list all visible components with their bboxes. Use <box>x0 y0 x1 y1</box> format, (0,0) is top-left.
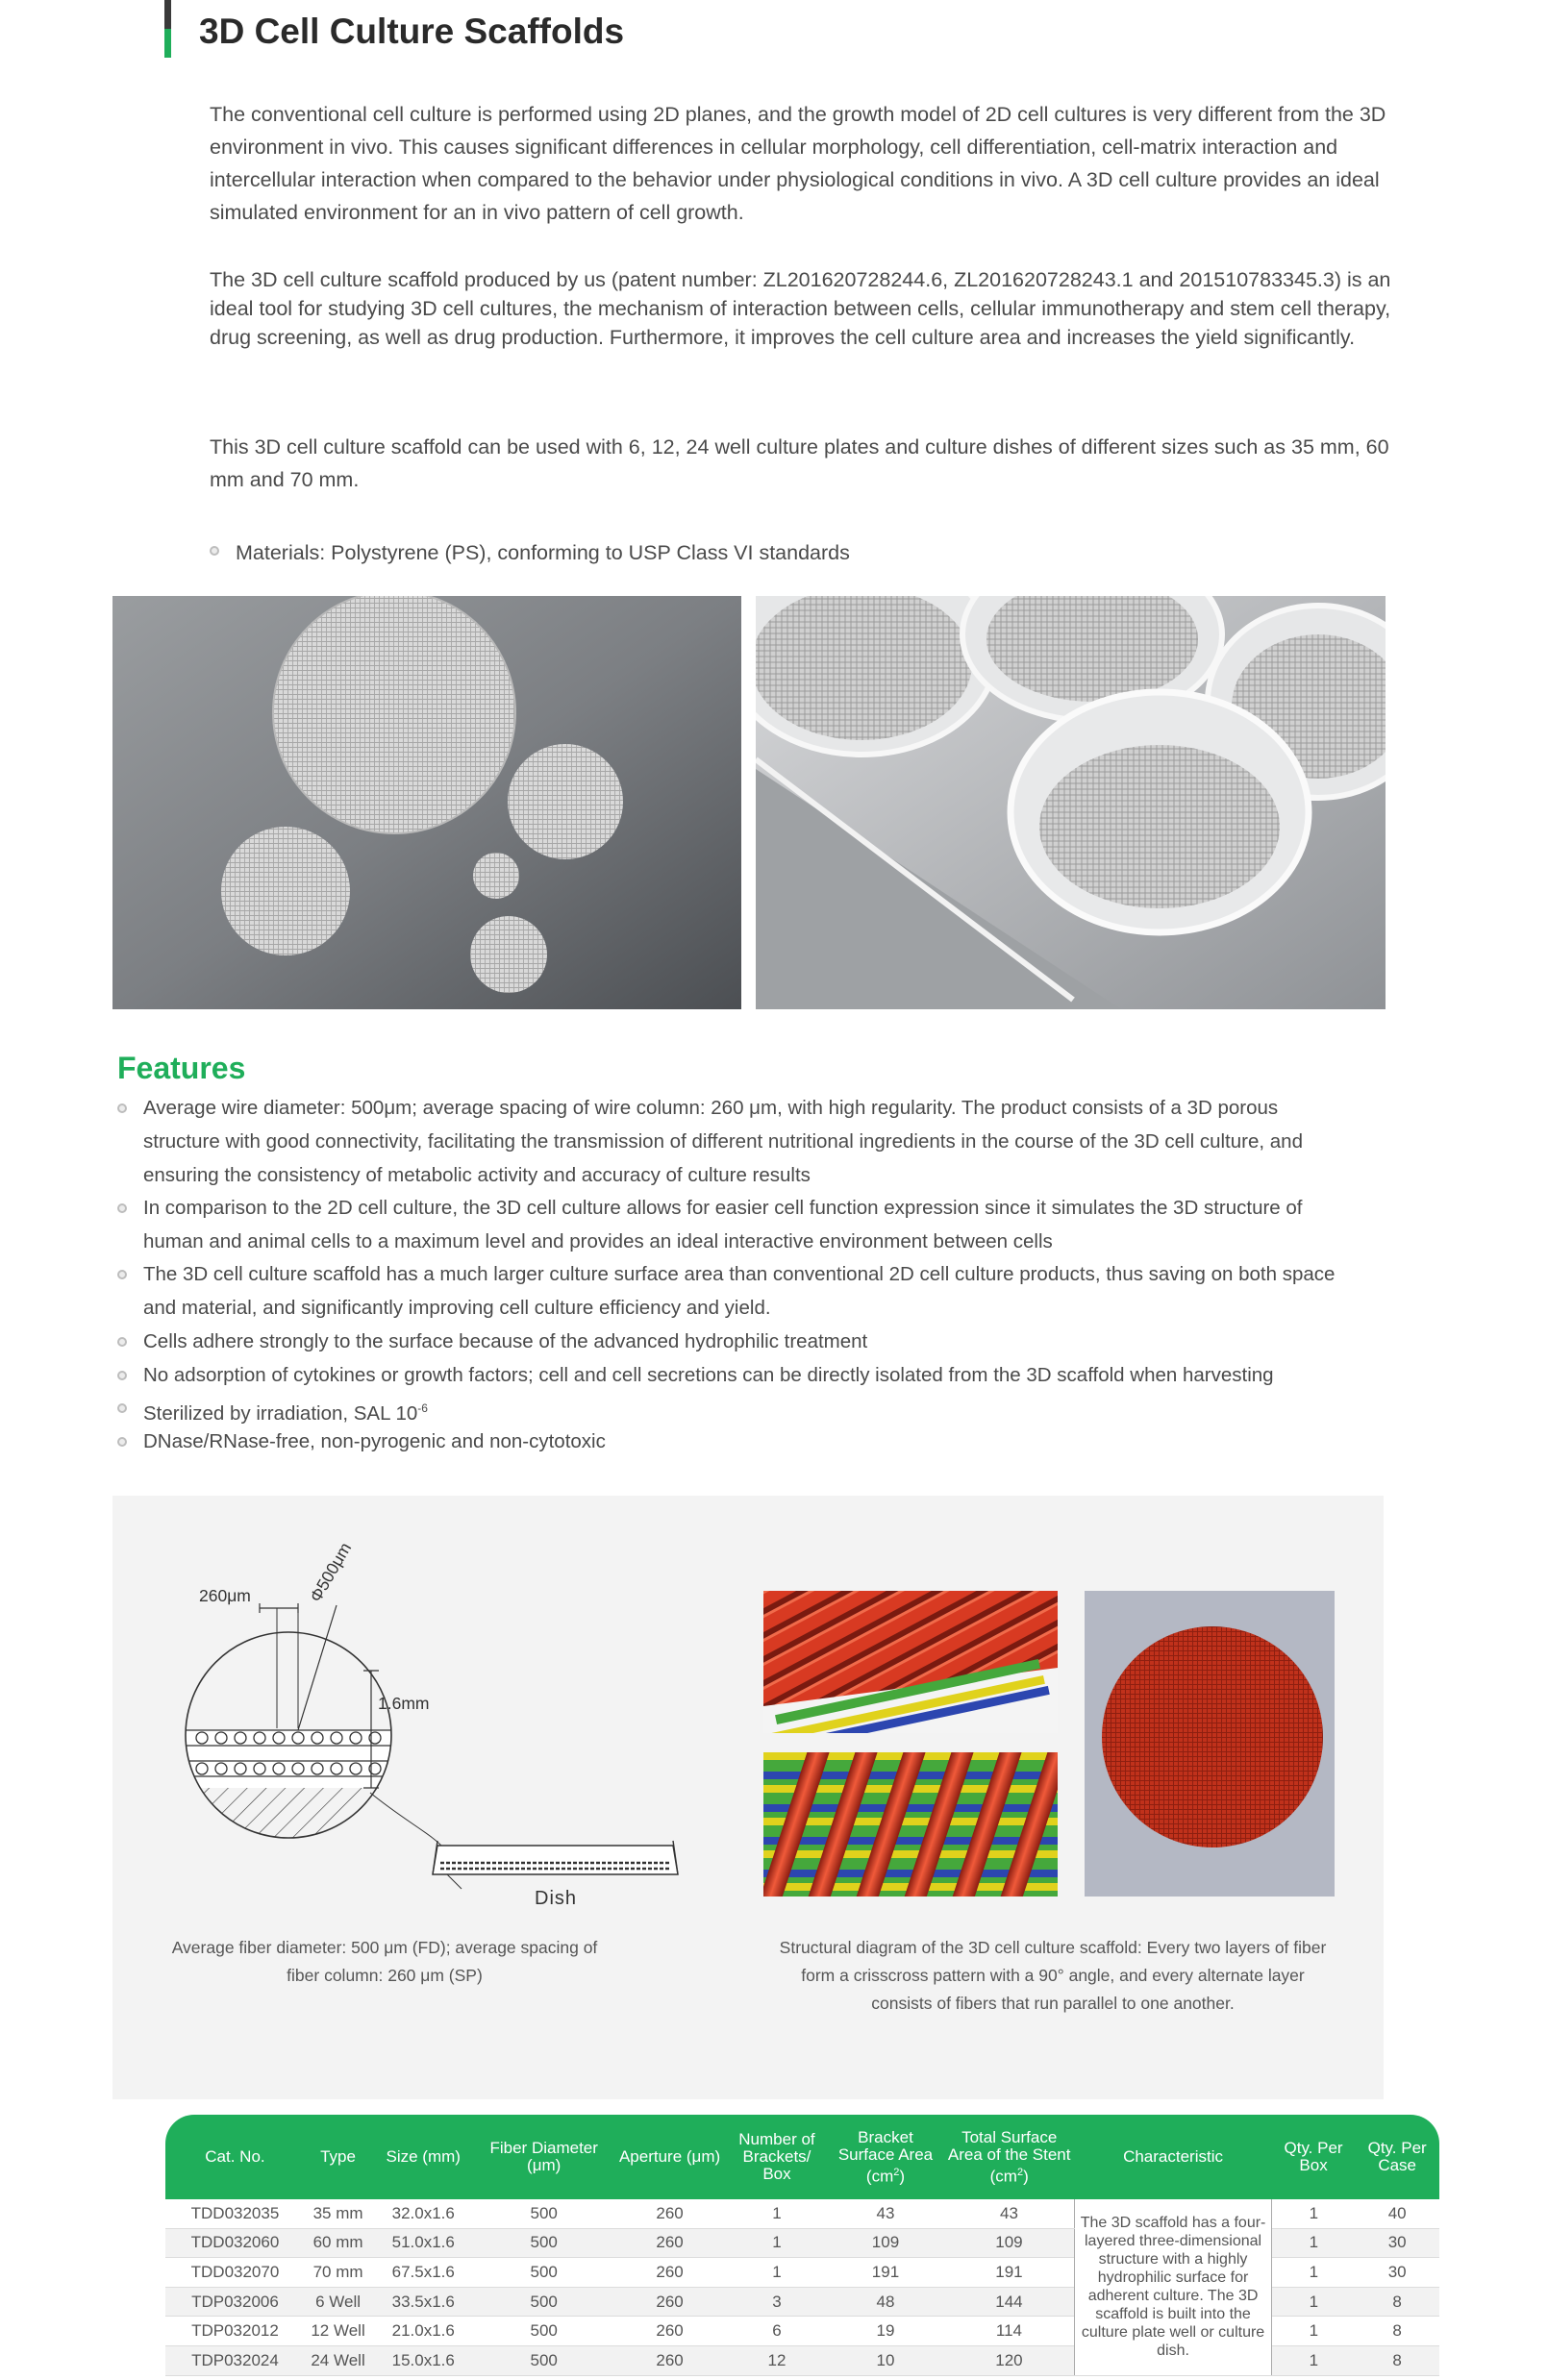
cell-aperture: 260 <box>612 2199 727 2228</box>
cell-bracket-area: 109 <box>827 2228 944 2258</box>
cell-size: 15.0x1.6 <box>371 2345 475 2375</box>
fiber-structure-render-bottom <box>763 1752 1058 1897</box>
cell-size: 33.5x1.6 <box>371 2287 475 2317</box>
feature-item: No adsorption of cytokines or growth factors; cell and cell secretions can be directly isolated from the 3D scaffold when harvesting <box>143 1364 1274 1386</box>
sq-superscript: 2 <box>1016 2166 1024 2178</box>
bullet-icon <box>117 1270 127 1279</box>
cell-total-area: 120 <box>944 2345 1074 2375</box>
spacing-label: 260μm <box>199 1586 251 1605</box>
bullet-icon <box>117 1403 127 1413</box>
intro-paragraph-3: This 3D cell culture scaffold can be used with 6, 12, 24 well culture plates and culture dishes of different sizes such as 35 mm, 60 mm and 70 mm. <box>210 435 1389 491</box>
cell-aperture: 260 <box>612 2287 727 2317</box>
table-header-row <box>165 2115 1439 2199</box>
cell-brackets: 3 <box>727 2287 827 2317</box>
col-header-total-area <box>944 2115 1074 2199</box>
cell-fiber: 500 <box>475 2345 612 2375</box>
height-label: 1.6mm <box>378 1694 430 1713</box>
scaffold-discs-photo <box>112 596 741 1009</box>
cell-brackets: 12 <box>727 2345 827 2375</box>
cell-aperture: 260 <box>612 2228 727 2258</box>
dish-label: Dish <box>535 1888 578 1909</box>
cell-cat-no: TDP032006 <box>165 2287 305 2317</box>
cell-qty-box: 1 <box>1272 2345 1356 2375</box>
cell-cat-no: TDD032070 <box>165 2258 305 2288</box>
feature-item: Average wire diameter: 500μm; average spacing of wire column: 260 μm, with high regularity. The product consists of a 3D porous structure with good connectivity, facilitating the transmission of different nutritional ingredients in the course of the 3D cell culture, and ensuring the consistency of metabolic activity and accuracy of culture results <box>143 1097 1303 1186</box>
cell-qty-case: 8 <box>1355 2345 1439 2375</box>
sterilized-text: Sterilized by irradiation, SAL 10 <box>143 1401 418 1425</box>
cell-total-area: 43 <box>944 2199 1074 2228</box>
cell-aperture: 260 <box>612 2345 727 2375</box>
col-header-fiber-diameter: Fiber Diameter (μm) <box>475 2115 612 2199</box>
cell-brackets: 1 <box>727 2199 827 2228</box>
paren-close: ) <box>1023 2167 1029 2186</box>
diameter-label: Φ500μm <box>306 1539 356 1605</box>
cell-cat-no: TDD032060 <box>165 2228 305 2258</box>
materials-text: Materials: Polystyrene (PS), conforming to USP Class VI standards <box>236 541 850 564</box>
cell-aperture: 260 <box>612 2258 727 2288</box>
feature-item: DNase/RNase-free, non-pyrogenic and non-cytotoxic <box>143 1430 606 1452</box>
cell-size: 21.0x1.6 <box>371 2317 475 2346</box>
col-header-bracket-area <box>827 2115 944 2199</box>
cell-qty-case: 8 <box>1355 2317 1439 2346</box>
cell-qty-box: 1 <box>1272 2287 1356 2317</box>
col-header-brackets: Number of Brackets/ Box <box>727 2115 827 2199</box>
col-header-qty-box: Qty. Per Box <box>1272 2115 1356 2199</box>
features-heading: Features <box>117 1051 246 1085</box>
cell-bracket-area: 19 <box>827 2317 944 2346</box>
intro-paragraph-2: The 3D cell culture scaffold produced by us (patent number: ZL201620728244.6, ZL201620728243.1 and 201510783345.3) is an ideal tool for studying 3D cell cultures, the mechanism of interaction between cells, cellular immunotherapy and stem cell therapy, drug screening, as well as drug production. Furthermore, it improves the cell culture area and increases the yield significantly. <box>210 268 1391 349</box>
table-row <box>165 2199 1439 2228</box>
cell-qty-box: 1 <box>1272 2258 1356 2288</box>
col-header-characteristic: Characteristic <box>1074 2115 1272 2199</box>
bullet-icon <box>117 1437 127 1447</box>
cell-fiber: 500 <box>475 2287 612 2317</box>
cell-total-area: 109 <box>944 2228 1074 2258</box>
fiber-structure-render-top <box>763 1591 1058 1733</box>
cell-brackets: 1 <box>727 2228 827 2258</box>
cell-qty-case: 30 <box>1355 2228 1439 2258</box>
total-area-text: Total Surface Area of the Stent (cm <box>947 2127 1071 2186</box>
cell-total-area: 191 <box>944 2258 1074 2288</box>
col-header-size: Size (mm) <box>371 2115 475 2199</box>
cell-fiber: 500 <box>475 2317 612 2346</box>
cell-fiber: 500 <box>475 2228 612 2258</box>
scaffold-cross-section-diagram <box>173 1557 712 1913</box>
cell-cat-no: TDP032012 <box>165 2317 305 2346</box>
cell-bracket-area: 43 <box>827 2199 944 2228</box>
cell-brackets: 6 <box>727 2317 827 2346</box>
col-header-qty-case: Qty. Per Case <box>1355 2115 1439 2199</box>
page-title: 3D Cell Culture Scaffolds <box>199 12 625 51</box>
cell-qty-case: 30 <box>1355 2258 1439 2288</box>
product-spec-table <box>165 2115 1439 2376</box>
well-plate-photo <box>756 596 1386 1009</box>
cell-qty-case: 8 <box>1355 2287 1439 2317</box>
cell-type: 35 mm <box>305 2199 371 2228</box>
title-accent-decoration <box>164 29 171 58</box>
cell-bracket-area: 10 <box>827 2345 944 2375</box>
cell-type: 6 Well <box>305 2287 371 2317</box>
cell-qty-box: 1 <box>1272 2317 1356 2346</box>
bullet-icon <box>117 1371 127 1380</box>
bullet-icon <box>117 1337 127 1347</box>
cell-fiber: 500 <box>475 2258 612 2288</box>
cell-cat-no: TDP032024 <box>165 2345 305 2375</box>
cell-size: 67.5x1.6 <box>371 2258 475 2288</box>
feature-item: The 3D cell culture scaffold has a much larger culture surface area than conventional 2D cell culture products, thus saving on both space and material, and significantly improving cell culture efficiency and yield. <box>143 1263 1336 1319</box>
scaffold-disc-render <box>1085 1591 1335 1897</box>
col-header-cat-no: Cat. No. <box>165 2115 305 2199</box>
cell-qty-box: 1 <box>1272 2228 1356 2258</box>
cell-type: 12 Well <box>305 2317 371 2346</box>
cell-qty-box: 1 <box>1272 2199 1356 2228</box>
cell-type: 70 mm <box>305 2258 371 2288</box>
cell-bracket-area: 48 <box>827 2287 944 2317</box>
sq-superscript: 2 <box>893 2166 900 2178</box>
paren-close: ) <box>899 2167 906 2186</box>
cell-bracket-area: 191 <box>827 2258 944 2288</box>
feature-item: In comparison to the 2D cell culture, the 3D cell culture allows for easier cell function expression since it simulates the 3D structure of human and animal cells to a maximum level and provides an ideal interactive environment between cells <box>143 1197 1303 1252</box>
feature-item: Cells adhere strongly to the surface because of the advanced hydrophilic treatment <box>143 1330 868 1352</box>
cell-characteristic: The 3D scaffold has a four-layered three-dimensional structure with a highly hydrophilic surface for adherent culture. The 3D scaffold is built into the culture plate well or culture dish. <box>1074 2199 1272 2375</box>
cell-qty-case: 40 <box>1355 2199 1439 2228</box>
col-header-aperture: Aperture (μm) <box>612 2115 727 2199</box>
sterilized-exponent: -6 <box>417 1401 428 1415</box>
cell-aperture: 260 <box>612 2317 727 2346</box>
caption-left: Average fiber diameter: 500 μm (FD); average spacing of fiber column: 260 μm (SP) <box>171 1938 598 1985</box>
bracket-area-text: Bracket Surface Area (cm <box>837 2127 934 2186</box>
cell-brackets: 1 <box>727 2258 827 2288</box>
cell-size: 32.0x1.6 <box>371 2199 475 2228</box>
cell-cat-no: TDD032035 <box>165 2199 305 2228</box>
cell-size: 51.0x1.6 <box>371 2228 475 2258</box>
bullet-icon <box>117 1103 127 1113</box>
intro-paragraph-1: The conventional cell culture is performed using 2D planes, and the growth model of 2D cell cultures is very different from the 3D environment in vivo. This causes significant differences in cellular morphology, cell differentiation, cell-matrix interaction and intercellular interaction when compared to the behavior under physiological conditions in vivo. A 3D cell culture provides an ideal simulated environment for an in vivo pattern of cell growth. <box>210 103 1386 224</box>
caption-right: Structural diagram of the 3D cell culture scaffold: Every two layers of fiber form a crisscross pattern with a 90° angle, and every alternate layer consists of fibers that run parallel to one another. <box>779 1938 1327 2013</box>
cell-total-area: 144 <box>944 2287 1074 2317</box>
bullet-icon <box>210 546 219 556</box>
cell-fiber: 500 <box>475 2199 612 2228</box>
cell-type: 60 mm <box>305 2228 371 2258</box>
bullet-icon <box>117 1203 127 1213</box>
cell-total-area: 114 <box>944 2317 1074 2346</box>
col-header-type: Type <box>305 2115 371 2199</box>
cell-type: 24 Well <box>305 2345 371 2375</box>
